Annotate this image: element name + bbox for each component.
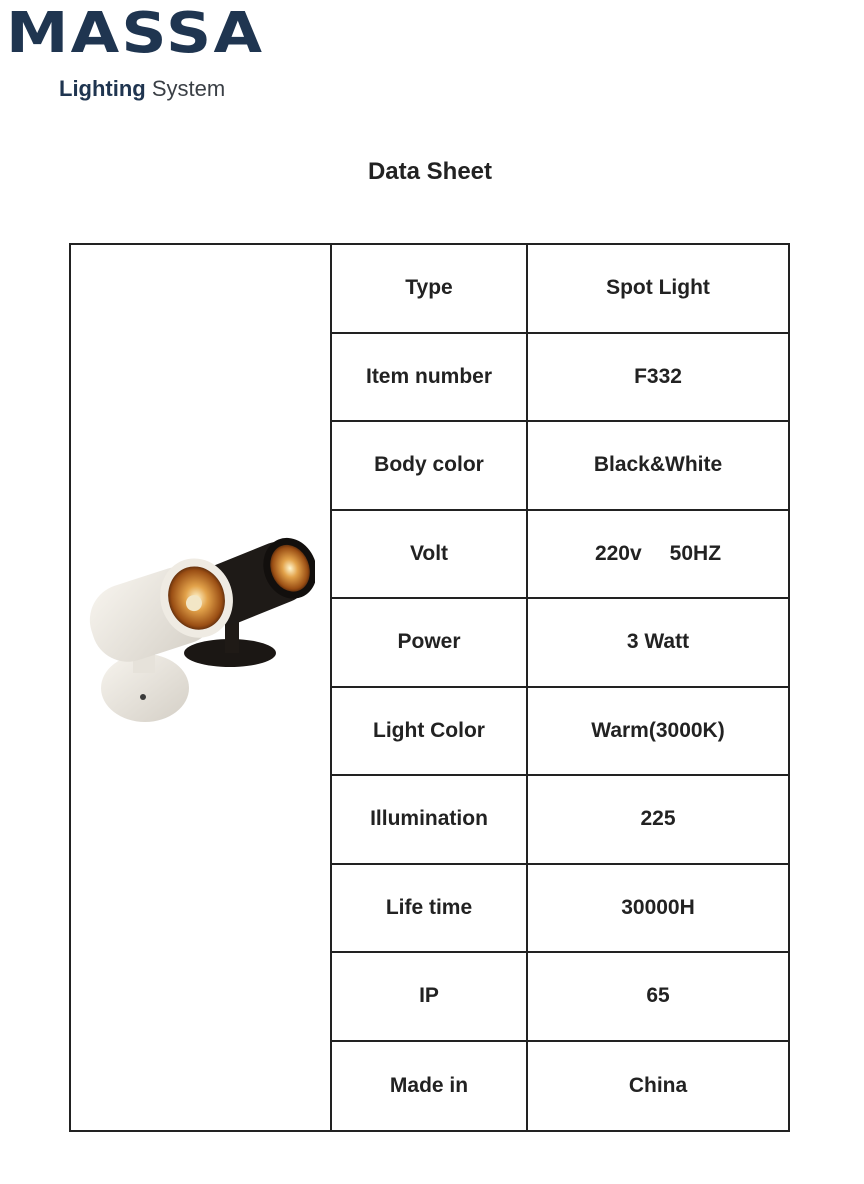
- spec-label: Power: [332, 599, 528, 686]
- spot-light-photo: [85, 533, 315, 728]
- spec-row-illumination: [332, 776, 788, 865]
- spec-value: 30000H: [621, 895, 695, 919]
- volt-value: 220v: [594, 541, 642, 565]
- spec-row-body-color: [332, 422, 788, 511]
- spec-label: Light Color: [332, 688, 528, 775]
- spec-value: 65: [646, 984, 670, 1008]
- spec-value: China: [628, 1073, 688, 1097]
- spec-value: 225: [640, 807, 676, 831]
- spec-value: Spot Light: [606, 276, 710, 300]
- spec-rows: [332, 245, 788, 1130]
- spec-value: Warm(3000K): [591, 718, 725, 742]
- spec-value: F332: [634, 364, 682, 388]
- spec-value: Black&White: [593, 453, 723, 477]
- spec-row-power: [332, 599, 788, 688]
- frequency-value: 50HZ: [669, 541, 722, 565]
- tagline-rest: System: [145, 76, 226, 101]
- spec-row-made-in: [332, 1042, 788, 1131]
- spec-value: 3 Watt: [626, 630, 690, 654]
- brand-tagline: [59, 76, 225, 102]
- spec-label: Life time: [332, 865, 528, 952]
- spec-label: Type: [332, 245, 528, 332]
- spec-row-volt: [332, 511, 788, 600]
- page-title: Data Sheet: [367, 158, 493, 185]
- spec-label: Body color: [332, 422, 528, 509]
- spec-row-item-number: [332, 334, 788, 423]
- spec-value: [528, 511, 788, 598]
- spec-table: [69, 243, 790, 1132]
- spec-row-life-time: [332, 865, 788, 954]
- spec-label: Illumination: [332, 776, 528, 863]
- tagline-bold: Lighting: [59, 76, 146, 101]
- spec-row-type: [332, 245, 788, 334]
- spec-row-light-color: [332, 688, 788, 777]
- brand-logo: [6, 1, 316, 106]
- spec-row-ip: [332, 953, 788, 1042]
- spec-label: IP: [332, 953, 528, 1040]
- spec-label: Volt: [332, 511, 528, 598]
- spec-label: Item number: [332, 334, 528, 421]
- spec-label: Made in: [332, 1042, 528, 1131]
- brand-name: MASSA: [6, 1, 265, 66]
- photo-cell: [71, 245, 332, 1130]
